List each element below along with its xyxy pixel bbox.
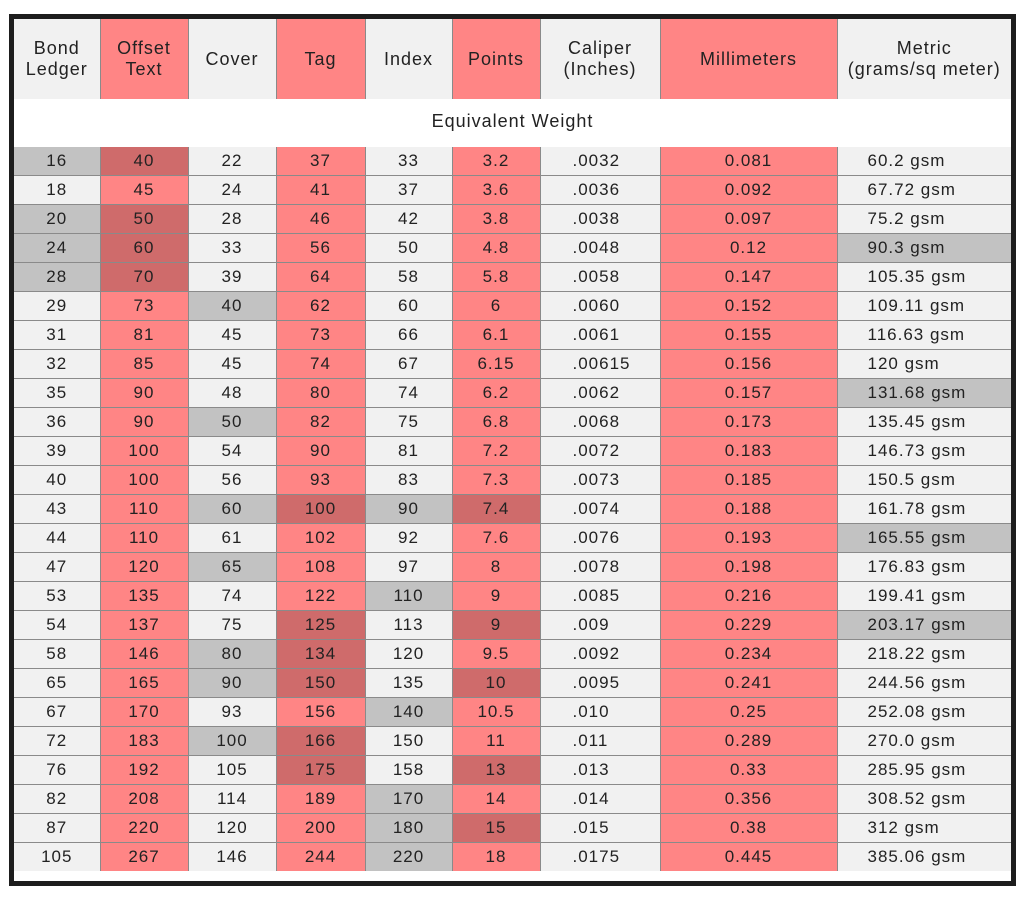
table-cell: 105 — [188, 756, 276, 785]
table-cell: 199.41 gsm — [837, 582, 1011, 611]
column-header-millimeters — [660, 19, 837, 99]
table-cell: 131.68 gsm — [837, 379, 1011, 408]
column-header-cover — [188, 19, 276, 99]
table-cell: 150 — [276, 669, 365, 698]
table-cell: .013 — [540, 756, 660, 785]
table-cell: 24 — [188, 176, 276, 205]
table-cell: 87 — [14, 814, 100, 843]
table-row — [14, 350, 1011, 379]
table-cell: 90 — [100, 379, 188, 408]
equivalent-weight-row — [14, 99, 1011, 143]
table-cell: 220 — [365, 843, 452, 872]
table-cell: 140 — [365, 698, 452, 727]
table-cell: 66 — [365, 321, 452, 350]
column-header-label: Points — [467, 48, 525, 69]
table-cell: 110 — [100, 524, 188, 553]
paper-weight-conversion-table — [14, 19, 1011, 871]
table-cell: 37 — [365, 176, 452, 205]
table-cell: 74 — [365, 379, 452, 408]
table-cell: 9 — [452, 582, 540, 611]
table-cell: 0.356 — [660, 785, 837, 814]
table-row — [14, 147, 1011, 176]
table-cell: 41 — [276, 176, 365, 205]
table-body — [14, 99, 1011, 871]
column-header-index — [365, 19, 452, 99]
table-cell: 31 — [14, 321, 100, 350]
table-cell: 82 — [14, 785, 100, 814]
table-cell: 7.3 — [452, 466, 540, 495]
table-cell: 100 — [100, 437, 188, 466]
table-cell: 170 — [100, 698, 188, 727]
column-header-tag — [276, 19, 365, 99]
table-cell: 75.2 gsm — [837, 205, 1011, 234]
table-cell: 11 — [452, 727, 540, 756]
table-cell: .0068 — [540, 408, 660, 437]
table-cell: 135 — [365, 669, 452, 698]
table-cell: 60.2 gsm — [837, 147, 1011, 176]
table-cell: 35 — [14, 379, 100, 408]
table-cell: 0.081 — [660, 147, 837, 176]
table-cell: 0.234 — [660, 640, 837, 669]
table-cell: 32 — [14, 350, 100, 379]
table-cell: 80 — [276, 379, 365, 408]
table-row — [14, 524, 1011, 553]
table-cell: 146 — [100, 640, 188, 669]
table-cell: 28 — [14, 263, 100, 292]
table-cell: 183 — [100, 727, 188, 756]
table-cell: 146 — [188, 843, 276, 872]
table-cell: 122 — [276, 582, 365, 611]
table-cell: 137 — [100, 611, 188, 640]
table-cell: 67 — [365, 350, 452, 379]
table-cell: .009 — [540, 611, 660, 640]
table-cell: 54 — [188, 437, 276, 466]
table-cell: 385.06 gsm — [837, 843, 1011, 872]
table-row — [14, 785, 1011, 814]
table-cell: 161.78 gsm — [837, 495, 1011, 524]
table-cell: 100 — [100, 466, 188, 495]
table-cell: 267 — [100, 843, 188, 872]
table-cell: 90 — [188, 669, 276, 698]
table-cell: 203.17 gsm — [837, 611, 1011, 640]
column-header-label: Caliper (Inches) — [563, 38, 637, 79]
table-cell: 18 — [14, 176, 100, 205]
table-cell: 244.56 gsm — [837, 669, 1011, 698]
table-cell: .0061 — [540, 321, 660, 350]
table-row — [14, 292, 1011, 321]
table-cell: 135.45 gsm — [837, 408, 1011, 437]
table-cell: 16 — [14, 147, 100, 176]
table-cell: 0.38 — [660, 814, 837, 843]
table-cell: 73 — [276, 321, 365, 350]
table-cell: 33 — [188, 234, 276, 263]
column-header-label: Index — [383, 48, 434, 69]
table-cell: 93 — [276, 466, 365, 495]
table-cell: 8 — [452, 553, 540, 582]
table-row — [14, 408, 1011, 437]
table-cell: 0.092 — [660, 176, 837, 205]
table-cell: 7.2 — [452, 437, 540, 466]
table-cell: 20 — [14, 205, 100, 234]
table-cell: 54 — [14, 611, 100, 640]
table-cell: 170 — [365, 785, 452, 814]
table-cell: 44 — [14, 524, 100, 553]
table-cell: 0.152 — [660, 292, 837, 321]
table-cell: 10 — [452, 669, 540, 698]
table-cell: 109.11 gsm — [837, 292, 1011, 321]
table-cell: .0085 — [540, 582, 660, 611]
table-cell: 0.241 — [660, 669, 837, 698]
table-cell: 48 — [188, 379, 276, 408]
table-cell: 176.83 gsm — [837, 553, 1011, 582]
table-cell: 61 — [188, 524, 276, 553]
table-cell: 22 — [188, 147, 276, 176]
table-cell: 105.35 gsm — [837, 263, 1011, 292]
table-cell: 146.73 gsm — [837, 437, 1011, 466]
table-row — [14, 553, 1011, 582]
column-header-label: Tag — [304, 48, 337, 69]
table-cell: 90 — [276, 437, 365, 466]
table-cell: 60 — [365, 292, 452, 321]
table-cell: 28 — [188, 205, 276, 234]
table-cell: 218.22 gsm — [837, 640, 1011, 669]
table-cell: 0.33 — [660, 756, 837, 785]
table-cell: .0058 — [540, 263, 660, 292]
table-cell: 113 — [365, 611, 452, 640]
column-header-metric — [837, 19, 1011, 99]
table-cell: 75 — [188, 611, 276, 640]
table-cell: .0048 — [540, 234, 660, 263]
table-cell: 244 — [276, 843, 365, 872]
table-cell: 74 — [188, 582, 276, 611]
table-cell: 56 — [276, 234, 365, 263]
table-cell: .0074 — [540, 495, 660, 524]
table-cell: 50 — [365, 234, 452, 263]
table-row — [14, 437, 1011, 466]
table-cell: 0.097 — [660, 205, 837, 234]
table-cell: .0095 — [540, 669, 660, 698]
table-cell: 53 — [14, 582, 100, 611]
table-cell: 0.12 — [660, 234, 837, 263]
table-cell: 3.2 — [452, 147, 540, 176]
column-header-label: Cover — [205, 48, 259, 69]
table-cell: 40 — [188, 292, 276, 321]
table-cell: 90 — [365, 495, 452, 524]
table-cell: 0.183 — [660, 437, 837, 466]
table-cell: .014 — [540, 785, 660, 814]
table-cell: 270.0 gsm — [837, 727, 1011, 756]
table-cell: 14 — [452, 785, 540, 814]
table-cell: 3.8 — [452, 205, 540, 234]
table-cell: 36 — [14, 408, 100, 437]
table-cell: 100 — [188, 727, 276, 756]
table-cell: .0175 — [540, 843, 660, 872]
column-header-bond-ledger — [14, 19, 100, 99]
table-cell: 85 — [100, 350, 188, 379]
table-cell: 83 — [365, 466, 452, 495]
table-cell: .0032 — [540, 147, 660, 176]
column-header-label: Bond Ledger — [25, 38, 88, 79]
table-cell: 65 — [14, 669, 100, 698]
table-cell: 165.55 gsm — [837, 524, 1011, 553]
table-cell: 72 — [14, 727, 100, 756]
table-cell: 0.216 — [660, 582, 837, 611]
table-cell: 0.289 — [660, 727, 837, 756]
table-cell: 285.95 gsm — [837, 756, 1011, 785]
table-cell: 220 — [100, 814, 188, 843]
table-cell: 135 — [100, 582, 188, 611]
table-cell: 64 — [276, 263, 365, 292]
table-cell: 0.445 — [660, 843, 837, 872]
table-cell: 60 — [100, 234, 188, 263]
header-row — [14, 19, 1011, 99]
table-cell: 58 — [14, 640, 100, 669]
table-cell: 0.185 — [660, 466, 837, 495]
table-cell: 90 — [100, 408, 188, 437]
table-cell: 312 gsm — [837, 814, 1011, 843]
table-cell: 252.08 gsm — [837, 698, 1011, 727]
table-row — [14, 495, 1011, 524]
table-cell: 67.72 gsm — [837, 176, 1011, 205]
table-cell: 165 — [100, 669, 188, 698]
table-cell: 3.6 — [452, 176, 540, 205]
table-cell: 114 — [188, 785, 276, 814]
column-header-label: Offset Text — [117, 38, 171, 79]
table-row — [14, 176, 1011, 205]
table-cell: 6.15 — [452, 350, 540, 379]
table-cell: 70 — [100, 263, 188, 292]
table-cell: 60 — [188, 495, 276, 524]
table-row — [14, 263, 1011, 292]
table-row — [14, 727, 1011, 756]
table-cell: 9.5 — [452, 640, 540, 669]
paper-weight-table-frame — [9, 14, 1016, 886]
table-cell: 45 — [188, 350, 276, 379]
table-cell: 166 — [276, 727, 365, 756]
table-cell: 175 — [276, 756, 365, 785]
table-cell: 81 — [100, 321, 188, 350]
table-cell: 0.229 — [660, 611, 837, 640]
table-cell: 5.8 — [452, 263, 540, 292]
table-cell: 0.156 — [660, 350, 837, 379]
table-cell: 0.188 — [660, 495, 837, 524]
table-cell: 15 — [452, 814, 540, 843]
equivalent-weight-label: Equivalent Weight — [14, 99, 1011, 143]
table-cell: 200 — [276, 814, 365, 843]
table-cell: 10.5 — [452, 698, 540, 727]
table-row — [14, 698, 1011, 727]
table-cell: 76 — [14, 756, 100, 785]
table-cell: 73 — [100, 292, 188, 321]
table-cell: 308.52 gsm — [837, 785, 1011, 814]
column-header-label: Metric (grams/sq meter) — [847, 38, 1001, 79]
table-row — [14, 466, 1011, 495]
table-row — [14, 234, 1011, 263]
table-cell: 158 — [365, 756, 452, 785]
table-cell: 90.3 gsm — [837, 234, 1011, 263]
table-cell: 58 — [365, 263, 452, 292]
table-cell: 13 — [452, 756, 540, 785]
table-cell: 0.147 — [660, 263, 837, 292]
table-cell: .015 — [540, 814, 660, 843]
table-cell: 6 — [452, 292, 540, 321]
table-cell: 120 — [100, 553, 188, 582]
table-cell: 50 — [188, 408, 276, 437]
table-cell: 189 — [276, 785, 365, 814]
table-cell: 125 — [276, 611, 365, 640]
table-cell: 18 — [452, 843, 540, 872]
column-header-caliper — [540, 19, 660, 99]
table-cell: 24 — [14, 234, 100, 263]
table-cell: 39 — [14, 437, 100, 466]
table-cell: 50 — [100, 205, 188, 234]
table-cell: 102 — [276, 524, 365, 553]
table-cell: .00615 — [540, 350, 660, 379]
table-cell: .0060 — [540, 292, 660, 321]
table-row — [14, 756, 1011, 785]
table-cell: 80 — [188, 640, 276, 669]
table-cell: 62 — [276, 292, 365, 321]
table-cell: 6.8 — [452, 408, 540, 437]
table-cell: 46 — [276, 205, 365, 234]
table-cell: .0073 — [540, 466, 660, 495]
table-cell: .0078 — [540, 553, 660, 582]
table-cell: 40 — [14, 466, 100, 495]
table-cell: 47 — [14, 553, 100, 582]
table-cell: 7.4 — [452, 495, 540, 524]
table-row — [14, 640, 1011, 669]
table-cell: 81 — [365, 437, 452, 466]
table-cell: 0.173 — [660, 408, 837, 437]
column-header-label: Millimeters — [699, 48, 797, 69]
table-cell: 37 — [276, 147, 365, 176]
table-row — [14, 611, 1011, 640]
table-cell: .011 — [540, 727, 660, 756]
table-cell: 156 — [276, 698, 365, 727]
table-cell: 7.6 — [452, 524, 540, 553]
table-cell: .0036 — [540, 176, 660, 205]
table-cell: 93 — [188, 698, 276, 727]
table-cell: 29 — [14, 292, 100, 321]
table-cell: 0.193 — [660, 524, 837, 553]
table-cell: 4.8 — [452, 234, 540, 263]
table-row — [14, 669, 1011, 698]
table-cell: 108 — [276, 553, 365, 582]
table-cell: 45 — [100, 176, 188, 205]
table-cell: .010 — [540, 698, 660, 727]
table-cell: 110 — [365, 582, 452, 611]
table-row — [14, 582, 1011, 611]
table-cell: 208 — [100, 785, 188, 814]
table-cell: 92 — [365, 524, 452, 553]
table-cell: 120 — [188, 814, 276, 843]
table-cell: 6.1 — [452, 321, 540, 350]
table-cell: 116.63 gsm — [837, 321, 1011, 350]
table-cell: .0062 — [540, 379, 660, 408]
table-cell: 82 — [276, 408, 365, 437]
table-cell: 45 — [188, 321, 276, 350]
table-cell: 42 — [365, 205, 452, 234]
table-cell: .0076 — [540, 524, 660, 553]
table-cell: 192 — [100, 756, 188, 785]
table-cell: 9 — [452, 611, 540, 640]
table-cell: 0.198 — [660, 553, 837, 582]
table-cell: 65 — [188, 553, 276, 582]
table-cell: 0.25 — [660, 698, 837, 727]
table-row — [14, 379, 1011, 408]
table-row — [14, 321, 1011, 350]
table-cell: 43 — [14, 495, 100, 524]
table-cell: 110 — [100, 495, 188, 524]
table-cell: 6.2 — [452, 379, 540, 408]
table-row — [14, 843, 1011, 872]
table-cell: 33 — [365, 147, 452, 176]
table-cell: 105 — [14, 843, 100, 872]
table-cell: 180 — [365, 814, 452, 843]
table-cell: 97 — [365, 553, 452, 582]
table-cell: 40 — [100, 147, 188, 176]
table-cell: 56 — [188, 466, 276, 495]
table-cell: 0.157 — [660, 379, 837, 408]
table-row — [14, 205, 1011, 234]
column-header-offset-text — [100, 19, 188, 99]
table-cell: 39 — [188, 263, 276, 292]
table-cell: .0038 — [540, 205, 660, 234]
table-row — [14, 814, 1011, 843]
table-cell: .0072 — [540, 437, 660, 466]
table-cell: 0.155 — [660, 321, 837, 350]
table-cell: 74 — [276, 350, 365, 379]
table-cell: 134 — [276, 640, 365, 669]
table-cell: .0092 — [540, 640, 660, 669]
table-cell: 75 — [365, 408, 452, 437]
table-cell: 100 — [276, 495, 365, 524]
table-cell: 67 — [14, 698, 100, 727]
table-cell: 120 gsm — [837, 350, 1011, 379]
table-cell: 120 — [365, 640, 452, 669]
table-cell: 150.5 gsm — [837, 466, 1011, 495]
table-cell: 150 — [365, 727, 452, 756]
column-header-points — [452, 19, 540, 99]
